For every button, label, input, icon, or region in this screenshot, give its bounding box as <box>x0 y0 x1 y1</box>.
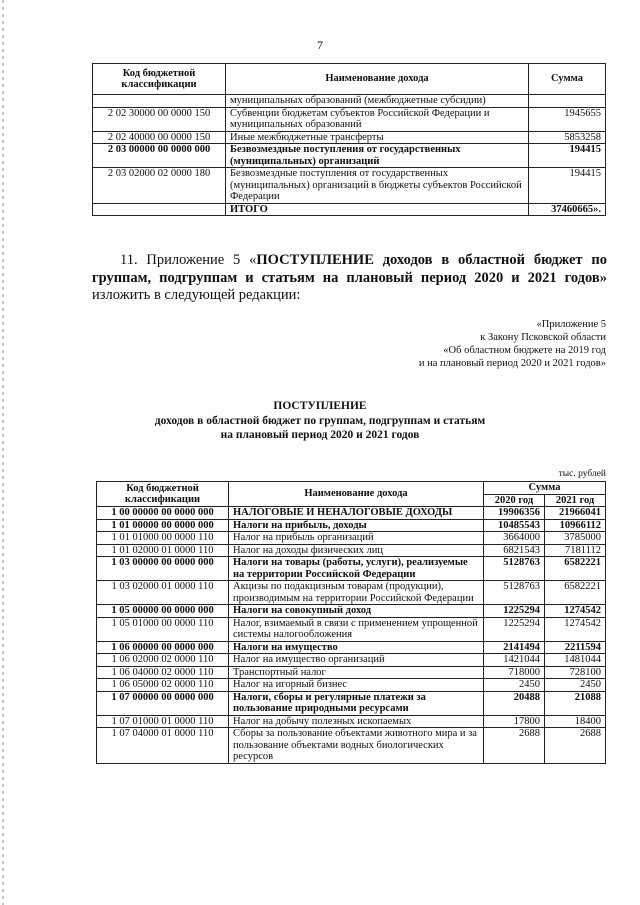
paragraph-tail: изложить в следующей редакции: <box>92 287 301 303</box>
value-2021-cell: 2450 <box>545 679 606 692</box>
value-2020-cell: 20488 <box>484 691 545 715</box>
revenue-table-continued <box>92 63 606 216</box>
code-cell: 1 07 04000 01 0000 110 <box>97 728 229 764</box>
name-cell: Налог, взимаемый в связи с применением упрощенной системы налогообложения <box>229 617 484 641</box>
value-2021-cell: 3785000 <box>545 532 606 545</box>
code-cell: 2 03 00000 00 0000 000 <box>93 144 226 168</box>
amendment-paragraph <box>92 252 607 305</box>
value-2020-cell: 2450 <box>484 679 545 692</box>
code-cell: 2 02 30000 00 0000 150 <box>93 107 226 131</box>
annex-line-2: к Закону Псковской области <box>480 332 606 343</box>
doc-title-line-1: ПОСТУПЛЕНИЕ <box>273 400 367 412</box>
table-row <box>97 691 606 715</box>
col-header-2020: 2020 год <box>484 494 545 507</box>
value-2020-cell: 3664000 <box>484 532 545 545</box>
annex-reference <box>419 318 606 370</box>
table-row <box>97 617 606 641</box>
table1-body <box>93 95 606 216</box>
name-cell: Безвозмездные поступления от государственных (муниципальных) организаций <box>226 144 529 168</box>
sum-cell: 1945655 <box>529 107 606 131</box>
value-2020-cell: 17800 <box>484 715 545 728</box>
value-2020-cell: 2688 <box>484 728 545 764</box>
table-row <box>93 107 606 131</box>
table-row <box>97 507 606 520</box>
name-cell: Налоги на имущество <box>229 641 484 654</box>
value-2021-cell: 728100 <box>545 666 606 679</box>
value-2021-cell: 2688 <box>545 728 606 764</box>
table2-body <box>97 507 606 764</box>
col-header-code: Код бюджетной классификации <box>93 64 226 95</box>
table-row <box>97 654 606 667</box>
value-2021-cell: 6582221 <box>545 581 606 605</box>
name-cell: Сборы за пользование объектами животного мира и за пользование объектами водных биологических ресурсов <box>229 728 484 764</box>
table-row <box>97 557 606 581</box>
code-cell: 1 05 00000 00 0000 000 <box>97 605 229 618</box>
value-2021-cell: 21966041 <box>545 507 606 520</box>
sum-cell: 5853258 <box>529 131 606 144</box>
table-row <box>97 544 606 557</box>
name-cell: Налог на имущество организаций <box>229 654 484 667</box>
code-cell: 1 03 00000 00 0000 000 <box>97 557 229 581</box>
value-2021-cell: 6582221 <box>545 557 606 581</box>
table-row <box>93 203 606 216</box>
code-cell: 1 07 01000 01 0000 110 <box>97 715 229 728</box>
value-2020-cell: 5128763 <box>484 557 545 581</box>
name-cell: Налог на добычу полезных ископаемых <box>229 715 484 728</box>
col-header-sum: Сумма <box>484 482 606 495</box>
code-cell: 1 05 01000 00 0000 110 <box>97 617 229 641</box>
name-cell: Безвозмездные поступления от государственных (муниципальных) организаций в бюджеты субъектов Российской Федерации <box>226 168 529 204</box>
value-2021-cell: 2211594 <box>545 641 606 654</box>
code-cell: 2 03 02000 02 0000 180 <box>93 168 226 204</box>
code-cell: 1 07 00000 00 0000 000 <box>97 691 229 715</box>
table-row <box>97 605 606 618</box>
name-cell: Налог на доходы физических лиц <box>229 544 484 557</box>
code-cell <box>93 95 226 108</box>
table-row <box>97 715 606 728</box>
sum-cell <box>529 95 606 108</box>
sum-cell: 194415 <box>529 144 606 168</box>
value-2020-cell: 718000 <box>484 666 545 679</box>
value-2020-cell: 5128763 <box>484 581 545 605</box>
value-2021-cell: 1274542 <box>545 605 606 618</box>
name-cell: Акцизы по подакцизным товарам (продукции), производимым на территории Российской Федерации <box>229 581 484 605</box>
paragraph-bold: ПОСТУПЛЕНИЕ доходов в областной бюджет по группам, подгруппам и статьям на плановый период 2020 и 2021 годов» <box>92 252 607 286</box>
name-cell: Субвенции бюджетам субъектов Российской Федерации и муниципальных образований <box>226 107 529 131</box>
table-row <box>93 95 606 108</box>
value-2021-cell: 7181112 <box>545 544 606 557</box>
name-cell: Транспортный налог <box>229 666 484 679</box>
name-cell: Налоги на совокупный доход <box>229 605 484 618</box>
annex-line-4: и на плановый период 2020 и 2021 годов» <box>418 358 606 369</box>
table-row <box>97 679 606 692</box>
name-cell: Налог на игорный бизнес <box>229 679 484 692</box>
page-number: 7 <box>317 38 323 52</box>
value-2020-cell: 1421044 <box>484 654 545 667</box>
value-2021-cell: 18400 <box>545 715 606 728</box>
value-2020-cell: 10485543 <box>484 519 545 532</box>
value-2020-cell: 1225294 <box>484 605 545 618</box>
name-cell: Налог на прибыль организаций <box>229 532 484 545</box>
doc-title-line-3: на плановый период 2020 и 2021 годов <box>220 429 420 441</box>
scan-edge-marks <box>2 0 4 905</box>
table-row <box>97 581 606 605</box>
name-cell: Налоги на товары (работы, услуги), реализуемые на территории Российской Федерации <box>229 557 484 581</box>
col-header-2021: 2021 год <box>545 494 606 507</box>
name-cell: муниципальных образований (межбюджетные субсидии) <box>226 95 529 108</box>
table-row <box>97 519 606 532</box>
code-cell: 1 01 02000 01 0000 110 <box>97 544 229 557</box>
table-row <box>93 144 606 168</box>
table-row <box>93 131 606 144</box>
name-cell: НАЛОГОВЫЕ И НЕНАЛОГОВЫЕ ДОХОДЫ <box>229 507 484 520</box>
value-2020-cell: 1225294 <box>484 617 545 641</box>
name-cell: Иные межбюджетные трансферты <box>226 131 529 144</box>
sum-cell: 194415 <box>529 168 606 204</box>
table-row <box>97 641 606 654</box>
value-2021-cell: 21088 <box>545 691 606 715</box>
value-2021-cell: 1481044 <box>545 654 606 667</box>
code-cell: 1 06 00000 00 0000 000 <box>97 641 229 654</box>
code-cell <box>93 203 226 216</box>
col-header-name: Наименование дохода <box>226 64 529 95</box>
col-header-name: Наименование дохода <box>229 482 484 507</box>
col-header-code: Код бюджетной классификации <box>97 482 229 507</box>
annex-line-1: «Приложение 5 <box>536 319 606 330</box>
annex-line-3: «Об областном бюджете на 2019 год <box>443 345 606 356</box>
code-cell: 2 02 40000 00 0000 150 <box>93 131 226 144</box>
value-2020-cell: 6821543 <box>484 544 545 557</box>
paragraph-lead: 11. Приложение 5 « <box>120 252 257 268</box>
doc-title-line-2: доходов в областной бюджет по группам, подгруппам и статьям <box>154 415 486 427</box>
code-cell: 1 06 05000 02 0000 110 <box>97 679 229 692</box>
col-header-sum: Сумма <box>529 64 606 95</box>
value-2021-cell: 10966112 <box>545 519 606 532</box>
sum-cell: 37460665». <box>529 203 606 216</box>
units-label: тыс. рублей <box>558 469 606 479</box>
value-2021-cell: 1274542 <box>545 617 606 641</box>
table-row <box>93 168 606 204</box>
code-cell: 1 00 00000 00 0000 000 <box>97 507 229 520</box>
table-row <box>97 666 606 679</box>
name-cell: ИТОГО <box>226 203 529 216</box>
name-cell: Налоги на прибыль, доходы <box>229 519 484 532</box>
code-cell: 1 01 00000 00 0000 000 <box>97 519 229 532</box>
table-row <box>97 728 606 764</box>
value-2020-cell: 19906356 <box>484 507 545 520</box>
code-cell: 1 01 01000 00 0000 110 <box>97 532 229 545</box>
name-cell: Налоги, сборы и регулярные платежи за пользование природными ресурсами <box>229 691 484 715</box>
value-2020-cell: 2141494 <box>484 641 545 654</box>
table-row <box>97 532 606 545</box>
code-cell: 1 03 02000 01 0000 110 <box>97 581 229 605</box>
code-cell: 1 06 02000 02 0000 110 <box>97 654 229 667</box>
code-cell: 1 06 04000 02 0000 110 <box>97 666 229 679</box>
revenue-table-2020-2021 <box>96 481 606 764</box>
